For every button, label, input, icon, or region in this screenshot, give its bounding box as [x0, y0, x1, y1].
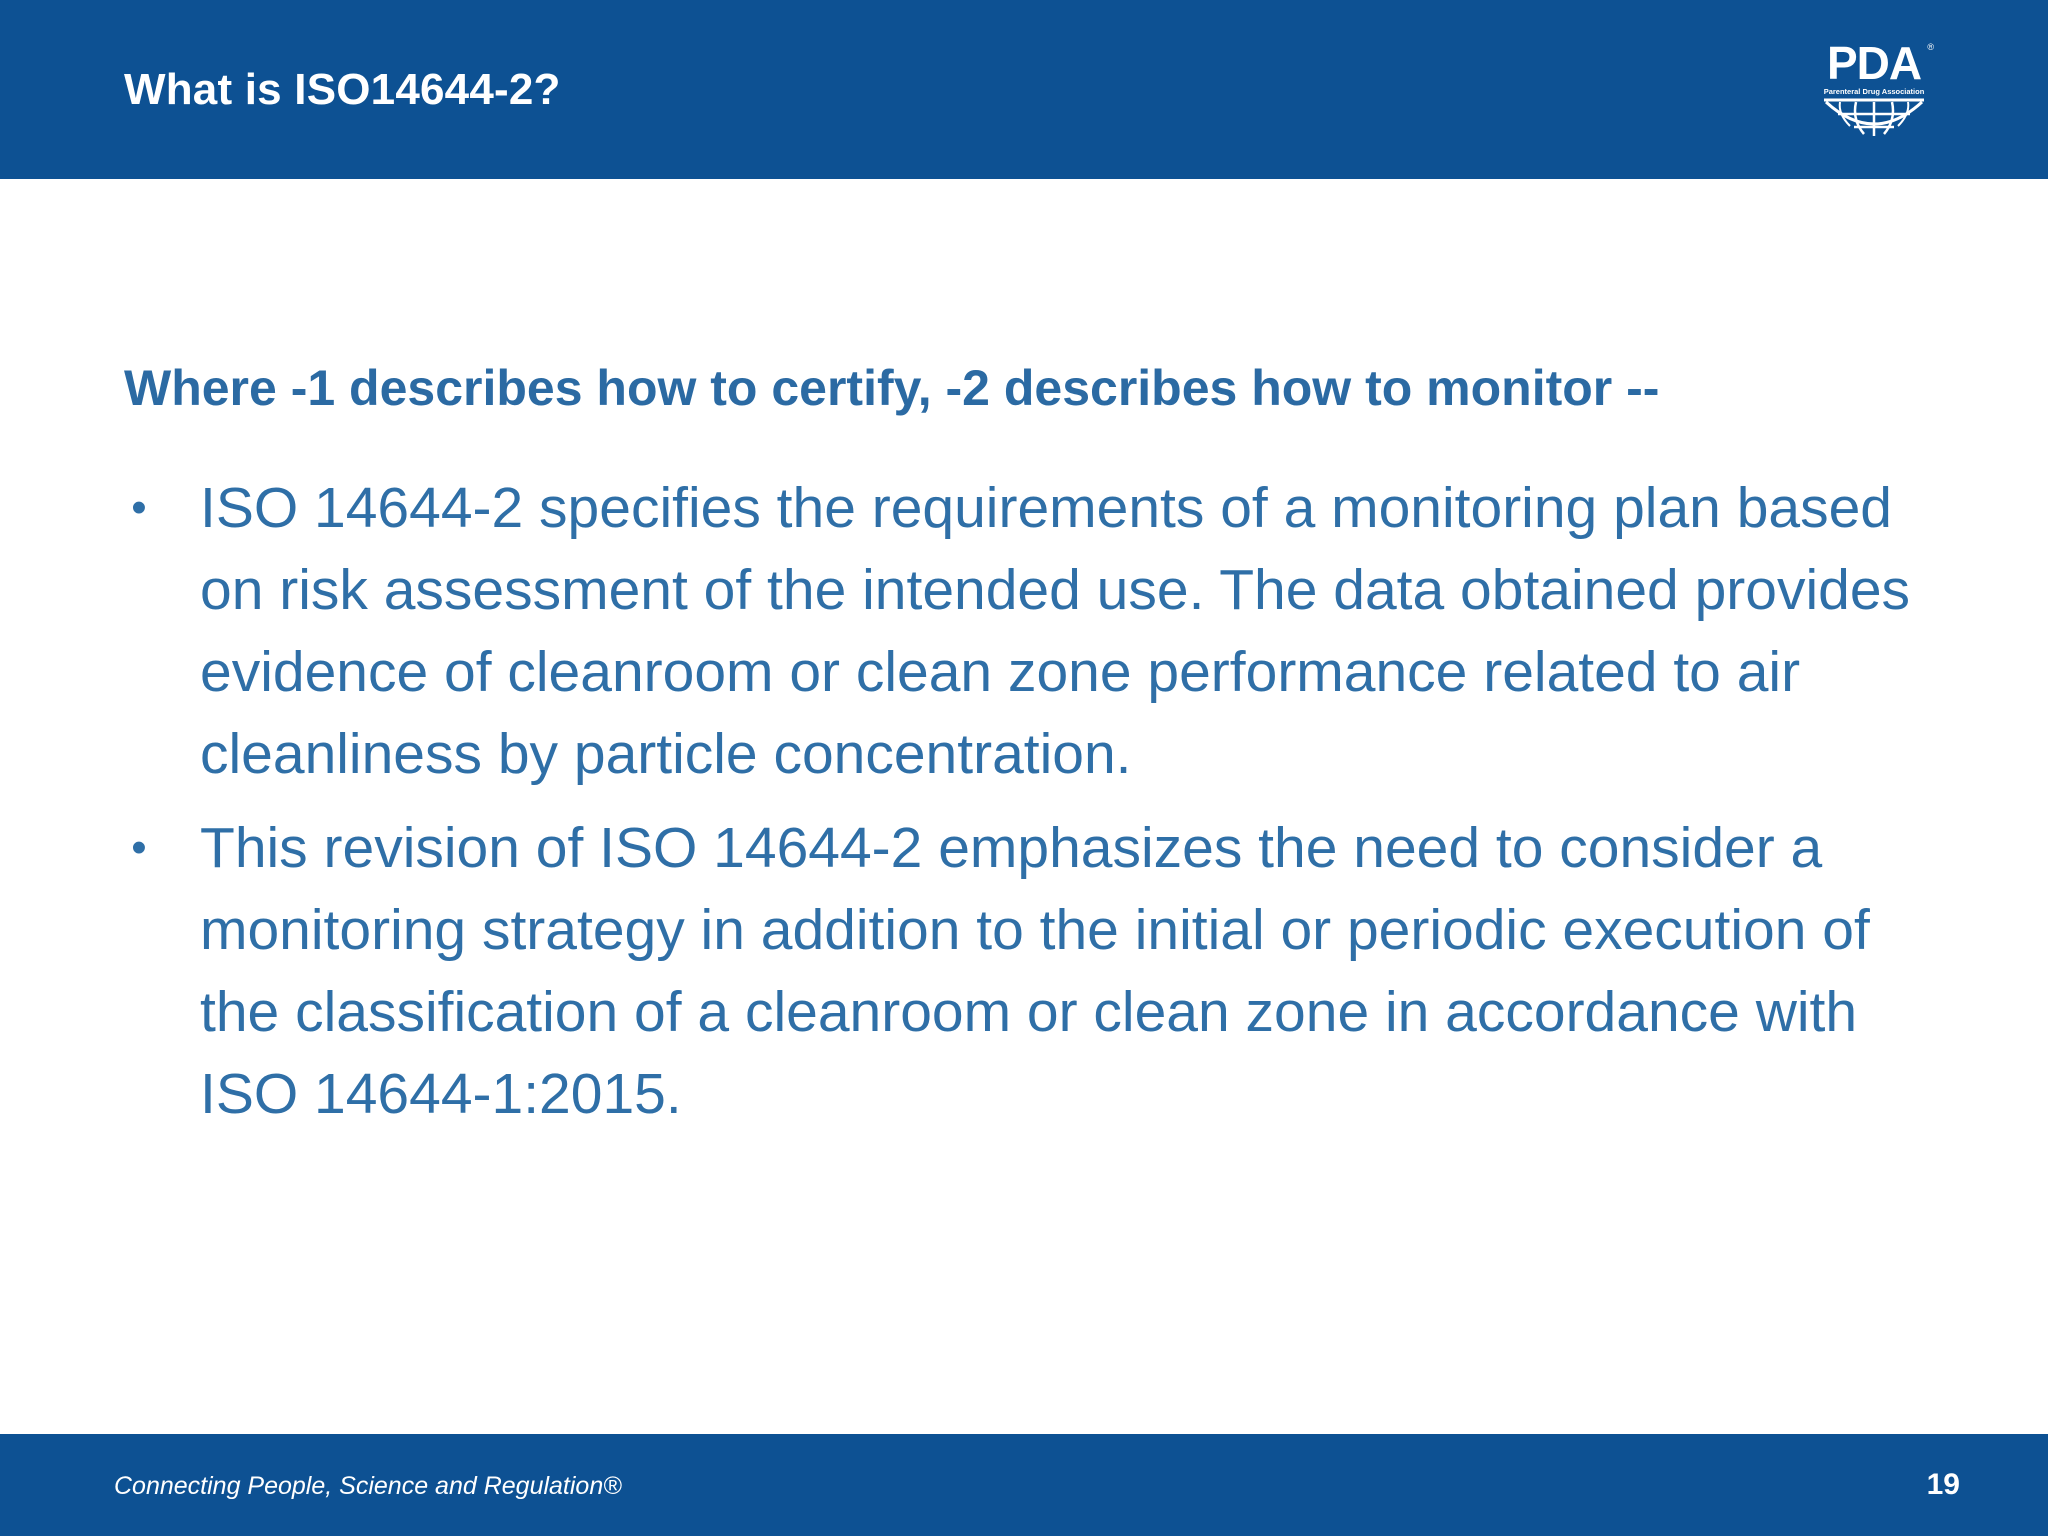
bullet-text: ISO 14644-2 specifies the requirements of a monitoring plan based on risk assessment of the intended use. The data obtained provides evidence of cleanroom or clean zone performance related to air cleanliness by particle concentration.	[200, 476, 1911, 786]
section-subheading: Where -1 describes how to certify, -2 describes how to monitor --	[124, 360, 1660, 416]
page-number: 19	[1926, 1468, 1960, 1501]
slide-title: What is ISO14644-2?	[124, 65, 561, 114]
bullet-item	[124, 807, 1934, 1135]
bullet-text: This revision of ISO 14644-2 emphasizes the need to consider a monitoring strategy in addition to the initial or periodic execution of the classification of a cleanroom or clean zone in accordance with ISO 14644-1:2015.	[200, 816, 1870, 1126]
logo-subtitle: Parenteral Drug Association	[1823, 87, 1925, 96]
bullet-item	[124, 467, 1934, 795]
bullet-marker: •	[131, 823, 147, 872]
bullet-list	[124, 467, 1934, 1147]
header-bar	[0, 0, 2048, 179]
bullet-marker: •	[131, 483, 147, 532]
pda-logo	[1816, 37, 1934, 140]
logo-text: PDA	[1826, 37, 1922, 89]
footer-tagline: Connecting People, Science and Regulation®	[114, 1472, 622, 1500]
globe-icon	[1820, 96, 1928, 140]
logo-registered-mark: ®	[1927, 42, 1934, 52]
